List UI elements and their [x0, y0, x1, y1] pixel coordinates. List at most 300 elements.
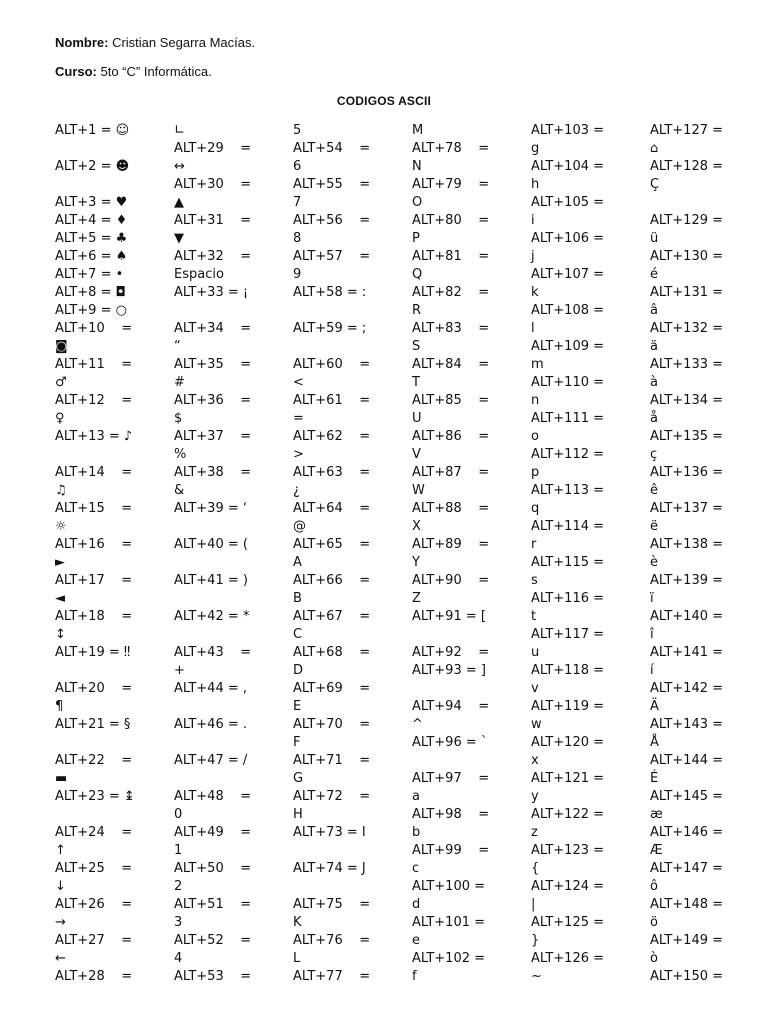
ascii-entry-line: { — [531, 861, 540, 876]
ascii-entry-line: ALT+77 = — [293, 969, 371, 984]
ascii-entry-line: P — [412, 231, 420, 246]
ascii-entry-line: v — [531, 681, 539, 696]
ascii-entry-line: ALT+120 = — [531, 735, 605, 750]
ascii-column-5 — [531, 122, 643, 986]
ascii-entry-line: ALT+149 = — [650, 933, 724, 948]
ascii-entry-line: # — [174, 375, 185, 390]
ascii-entry-line: ¿ — [293, 483, 300, 498]
ascii-entry-line: ↓ — [55, 879, 66, 894]
ascii-entry-line: ALT+144 = — [650, 753, 724, 768]
ascii-entry-line: i — [531, 213, 535, 228]
ascii-entry-line: æ — [650, 807, 663, 822]
ascii-entry-line: ALT+52 = — [174, 933, 252, 948]
ascii-entry-line: ← — [55, 951, 66, 966]
ascii-entry-line: ALT+58 = : — [293, 285, 367, 300]
ascii-entry-line: ALT+142 = — [650, 681, 724, 696]
ascii-entry-line: ALT+112 = — [531, 447, 605, 462]
ascii-entry-line: ALT+98 = — [412, 807, 490, 822]
ascii-entry-line: D — [293, 663, 304, 678]
ascii-entry-line: G — [293, 771, 304, 786]
ascii-entry-line: ALT+10 = — [55, 321, 133, 336]
line-gap — [174, 302, 286, 320]
ascii-entry-line: ALT+109 = — [531, 339, 605, 354]
ascii-column-2 — [174, 122, 286, 986]
ascii-entry-line: ALT+121 = — [531, 771, 605, 786]
ascii-entry-line: ALT+9 = ○ — [55, 303, 127, 318]
ascii-entry-line: s — [531, 573, 538, 588]
ascii-entry-line: ALT+147 = — [650, 861, 724, 876]
ascii-entry-line: ALT+2 = ☻ — [55, 159, 130, 174]
ascii-entry-line: é — [650, 267, 658, 282]
ascii-entry-line: ALT+146 = — [650, 825, 724, 840]
ascii-entry-line: ALT+110 = — [531, 375, 605, 390]
ascii-entry-line: ALT+81 = — [412, 249, 490, 264]
ascii-entry-line: ALT+11 = — [55, 357, 133, 372]
ascii-entry-line: ALT+5 = ♣ — [55, 231, 128, 246]
ascii-entry-line: ALT+44 = , — [174, 681, 248, 696]
ascii-entry-line: ♀ — [55, 411, 65, 426]
line-gap — [55, 446, 167, 464]
ascii-entry-line: ALT+137 = — [650, 501, 724, 516]
ascii-entry-line: ♂ — [55, 375, 67, 390]
document-title: CODIGOS ASCII — [336, 94, 432, 108]
ascii-entry-line: ALT+28 = — [55, 969, 133, 984]
ascii-entry-line: M — [412, 123, 424, 138]
ascii-entry-line: ALT+46 = . — [174, 717, 248, 732]
ascii-entry-line: ALT+130 = — [650, 249, 724, 264]
ascii-entry-line: ↕ — [55, 627, 66, 642]
ascii-entry-line: @ — [293, 519, 306, 534]
ascii-entry-line: ALT+102 = — [412, 951, 486, 966]
ascii-entry-line: ALT+106 = — [531, 231, 605, 246]
ascii-entry-line: ALT+92 = — [412, 645, 490, 660]
line-gap — [174, 770, 286, 788]
ascii-entry-line: ALT+122 = — [531, 807, 605, 822]
ascii-entry-line: ◄ — [55, 591, 65, 606]
ascii-entry-line: ALT+99 = — [412, 843, 490, 858]
ascii-entry-line: ALT+6 = ♠ — [55, 249, 128, 264]
ascii-entry-line: ALT+94 = — [412, 699, 490, 714]
ascii-entry-line: ALT+15 = — [55, 501, 133, 516]
ascii-entry-line: + — [174, 663, 185, 678]
ascii-entry-line: ALT+100 = — [412, 879, 486, 894]
ascii-entry-line: ALT+73 = I — [293, 825, 366, 840]
ascii-entry-line: n — [531, 393, 540, 408]
ascii-entry-line: ALT+118 = — [531, 663, 605, 678]
ascii-entry-line: ò — [650, 951, 658, 966]
ascii-entry-line: ALT+145 = — [650, 789, 724, 804]
ascii-entry-line: l — [531, 321, 535, 336]
ascii-entry-line: % — [174, 447, 187, 462]
ascii-entry-line: h — [531, 177, 540, 192]
ascii-entry-line: ⌂ — [650, 141, 659, 156]
ascii-entry-line: ▼ — [174, 231, 184, 246]
ascii-entry-line: ALT+62 = — [293, 429, 371, 444]
line-gap — [412, 752, 524, 770]
ascii-entry-line: ALT+82 = — [412, 285, 490, 300]
ascii-entry-line: ◙ — [55, 339, 68, 354]
ascii-entry-line: ALT+61 = — [293, 393, 371, 408]
ascii-entry-line: ALT+80 = — [412, 213, 490, 228]
ascii-entry-line: ALT+84 = — [412, 357, 490, 372]
ascii-entry-line: z — [531, 825, 538, 840]
ascii-entry-line: ALT+85 = — [412, 393, 490, 408]
ascii-entry-line: í — [650, 663, 654, 678]
ascii-entry-line: ^ — [412, 717, 423, 732]
ascii-entry-line: ► — [55, 555, 65, 570]
ascii-entry-line: ALT+71 = — [293, 753, 371, 768]
ascii-entry-line: ALT+91 = [ — [412, 609, 486, 624]
ascii-entry-line: u — [531, 645, 540, 660]
ascii-entry-line: ALT+1 = ☺ — [55, 123, 130, 138]
ascii-entry-line: ALT+57 = — [293, 249, 371, 264]
ascii-entry-line: Æ — [650, 843, 663, 858]
line-gap — [174, 734, 286, 752]
line-gap — [55, 806, 167, 824]
ascii-entry-line: ALT+40 = ( — [174, 537, 248, 552]
ascii-entry-line: ALT+88 = — [412, 501, 490, 516]
ascii-entry-line: ALT+12 = — [55, 393, 133, 408]
ascii-entry-line: ALT+22 = — [55, 753, 133, 768]
nombre-label: Nombre: — [55, 35, 109, 50]
ascii-entry-line: ALT+115 = — [531, 555, 605, 570]
ascii-entry-line: î — [650, 627, 654, 642]
ascii-entry-line: ALT+27 = — [55, 933, 133, 948]
ascii-entry-line: ALT+136 = — [650, 465, 724, 480]
ascii-entry-line: g — [531, 141, 540, 156]
ascii-entry-line: ALT+103 = — [531, 123, 605, 138]
line-gap — [650, 194, 762, 212]
ascii-entry-line: ALT+97 = — [412, 771, 490, 786]
ascii-entry-line: ALT+53 = — [174, 969, 252, 984]
ascii-entry-line: b — [412, 825, 421, 840]
ascii-entry-line: “ — [174, 339, 181, 354]
nombre-value: Cristian Segarra Macías. — [108, 35, 256, 50]
line-gap — [293, 842, 405, 860]
ascii-entry-line: ALT+119 = — [531, 699, 605, 714]
ascii-entry-line: ALT+65 = — [293, 537, 371, 552]
ascii-entry-line: ALT+133 = — [650, 357, 724, 372]
ascii-entry-line: ALT+67 = — [293, 609, 371, 624]
ascii-entry-line: ALT+36 = — [174, 393, 252, 408]
ascii-entry-line: H — [293, 807, 303, 822]
ascii-entry-line: É — [650, 771, 659, 786]
ascii-entry-line: ALT+34 = — [174, 321, 252, 336]
ascii-entry-line: o — [531, 429, 539, 444]
ascii-entry-line: ALT+48 = — [174, 789, 252, 804]
ascii-entry-line: ALT+75 = — [293, 897, 371, 912]
ascii-entry-line: ALT+4 = ♦ — [55, 213, 128, 228]
ascii-entry-line: ALT+54 = — [293, 141, 371, 156]
ascii-entry-line: ALT+63 = — [293, 465, 371, 480]
ascii-entry-line: > — [293, 447, 304, 462]
ascii-entry-line: ALT+21 = § — [55, 717, 131, 732]
ascii-entry-line: ALT+31 = — [174, 213, 252, 228]
line-gap — [174, 554, 286, 572]
ascii-entry-line: 4 — [174, 951, 183, 966]
ascii-entry-line: ▲ — [174, 195, 184, 210]
ascii-entry-line: 7 — [293, 195, 302, 210]
ascii-entry-line: ä — [650, 339, 658, 354]
ascii-entry-line: r — [531, 537, 537, 552]
line-gap — [174, 518, 286, 536]
ascii-entry-line: w — [531, 717, 542, 732]
ascii-entry-line: B — [293, 591, 302, 606]
ascii-entry-line: e — [412, 933, 420, 948]
ascii-entry-line: ALT+148 = — [650, 897, 724, 912]
ascii-entry-line: ALT+93 = ] — [412, 663, 486, 678]
ascii-entry-line: ALT+47 = / — [174, 753, 248, 768]
ascii-entry-line: å — [650, 411, 658, 426]
ascii-entry-line: ALT+150 = — [650, 969, 724, 984]
ascii-entry-line: ALT+141 = — [650, 645, 724, 660]
ascii-entry-line: ALT+76 = — [293, 933, 371, 948]
ascii-entry-line: ALT+116 = — [531, 591, 605, 606]
ascii-entry-line: ALT+43 = — [174, 645, 252, 660]
ascii-entry-line: ALT+51 = — [174, 897, 252, 912]
ascii-entry-line: ë — [650, 519, 658, 534]
ascii-entry-line: ALT+114 = — [531, 519, 605, 534]
ascii-entry-line: S — [412, 339, 421, 354]
ascii-entry-line: p — [531, 465, 540, 480]
ascii-entry-line: ï — [650, 591, 654, 606]
ascii-entry-line: ALT+8 = ◘ — [55, 285, 126, 300]
ascii-entry-line: ALT+131 = — [650, 285, 724, 300]
ascii-entry-line: ALT+19 = ‼ — [55, 645, 131, 660]
ascii-entry-line: 9 — [293, 267, 302, 282]
ascii-entry-line: 0 — [174, 807, 183, 822]
ascii-entry-line: N — [412, 159, 422, 174]
ascii-entry-line: E — [293, 699, 302, 714]
ascii-entry-line: k — [531, 285, 539, 300]
ascii-entry-line: ALT+69 = — [293, 681, 371, 696]
ascii-entry-line: ALT+140 = — [650, 609, 724, 624]
ascii-entry-line: ¶ — [55, 699, 64, 714]
line-gap — [55, 662, 167, 680]
ascii-entry-line: q — [531, 501, 540, 516]
ascii-entry-line: 8 — [293, 231, 302, 246]
ascii-entry-line: ▬ — [55, 771, 68, 786]
ascii-entry-line: 1 — [174, 843, 183, 858]
ascii-entry-line: ☼ — [55, 519, 67, 534]
ascii-entry-line: ↑ — [55, 843, 66, 858]
ascii-entry-line: ALT+87 = — [412, 465, 490, 480]
line-gap — [293, 302, 405, 320]
ascii-entry-line: Ä — [650, 699, 659, 714]
ascii-entry-line: c — [412, 861, 420, 876]
ascii-entry-line: X — [412, 519, 421, 534]
line-gap — [55, 140, 167, 158]
ascii-entry-line: ALT+138 = — [650, 537, 724, 552]
ascii-entry-line: y — [531, 789, 539, 804]
ascii-entry-line: ALT+64 = — [293, 501, 371, 516]
ascii-entry-line: è — [650, 555, 658, 570]
ascii-entry-line: ALT+68 = — [293, 645, 371, 660]
ascii-entry-line: ALT+124 = — [531, 879, 605, 894]
ascii-entry-line: t — [531, 609, 537, 624]
ascii-entry-line: ü — [650, 231, 659, 246]
ascii-entry-line: d — [412, 897, 421, 912]
ascii-entry-line: U — [412, 411, 422, 426]
ascii-entry-line: ô — [650, 879, 658, 894]
ascii-entry-line: ALT+72 = — [293, 789, 371, 804]
nombre-line — [55, 35, 255, 50]
line-gap — [55, 734, 167, 752]
ascii-entry-line: C — [293, 627, 303, 642]
ascii-entry-line: ALT+56 = — [293, 213, 371, 228]
ascii-entry-line: ALT+78 = — [412, 141, 490, 156]
ascii-entry-line: ê — [650, 483, 658, 498]
line-gap — [174, 626, 286, 644]
ascii-entry-line: ALT+104 = — [531, 159, 605, 174]
ascii-entry-line: T — [412, 375, 420, 390]
ascii-entry-line: Z — [412, 591, 421, 606]
ascii-entry-line: ALT+86 = — [412, 429, 490, 444]
ascii-entry-line: ALT+29 = — [174, 141, 252, 156]
ascii-entry-line: ALT+38 = — [174, 465, 252, 480]
ascii-entry-line: ALT+143 = — [650, 717, 724, 732]
ascii-entry-line: m — [531, 357, 544, 372]
ascii-entry-line: ALT+25 = — [55, 861, 133, 876]
ascii-entry-line: ALT+74 = J — [293, 861, 366, 876]
ascii-entry-line: ç — [650, 447, 658, 462]
ascii-entry-line: à — [650, 375, 658, 390]
ascii-entry-line: ALT+113 = — [531, 483, 605, 498]
ascii-entry-line: ALT+37 = — [174, 429, 252, 444]
ascii-entry-line: â — [650, 303, 658, 318]
ascii-entry-line: ALT+7 = • — [55, 267, 124, 282]
ascii-entry-line: ALT+14 = — [55, 465, 133, 480]
line-gap — [412, 626, 524, 644]
ascii-entry-line: f — [412, 969, 417, 984]
line-gap — [174, 590, 286, 608]
ascii-entry-line: ALT+33 = ¡ — [174, 285, 249, 300]
ascii-entry-line: Y — [412, 555, 420, 570]
ascii-entry-line: ALT+125 = — [531, 915, 605, 930]
ascii-entry-line: ALT+41 = ) — [174, 573, 248, 588]
ascii-entry-line: ALT+30 = — [174, 177, 252, 192]
ascii-entry-line: ALT+89 = — [412, 537, 490, 552]
ascii-entry-line: ALT+42 = * — [174, 609, 250, 624]
curso-value: 5to “C” Informática. — [96, 64, 212, 79]
ascii-entry-line: x — [531, 753, 539, 768]
ascii-entry-line: O — [412, 195, 423, 210]
ascii-entry-line: ALT+96 = ` — [412, 735, 488, 750]
ascii-entry-line: ALT+24 = — [55, 825, 133, 840]
ascii-entry-line: ALT+55 = — [293, 177, 371, 192]
ascii-entry-line: ALT+128 = — [650, 159, 724, 174]
ascii-entry-line: ALT+123 = — [531, 843, 605, 858]
ascii-column-6 — [650, 122, 762, 986]
line-gap — [55, 176, 167, 194]
ascii-entry-line: | — [531, 897, 536, 912]
ascii-entry-line: ALT+107 = — [531, 267, 605, 282]
ascii-entry-line: ALT+129 = — [650, 213, 724, 228]
ascii-entry-line: ALT+49 = — [174, 825, 252, 840]
ascii-entry-line: a — [412, 789, 420, 804]
ascii-entry-line: ALT+59 = ; — [293, 321, 367, 336]
ascii-entry-line: < — [293, 375, 304, 390]
ascii-entry-line: Ç — [650, 177, 660, 192]
ascii-entry-line: j — [531, 249, 535, 264]
ascii-column-3 — [293, 122, 405, 986]
ascii-entry-line: ALT+26 = — [55, 897, 133, 912]
ascii-entry-line: ALT+79 = — [412, 177, 490, 192]
ascii-entry-line: → — [55, 915, 66, 930]
ascii-entry-line: ALT+60 = — [293, 357, 371, 372]
line-gap — [412, 680, 524, 698]
ascii-entry-line: ALT+83 = — [412, 321, 490, 336]
ascii-entry-line: ALT+126 = — [531, 951, 605, 966]
ascii-entry-line: ö — [650, 915, 658, 930]
ascii-entry-line: ALT+39 = ‘ — [174, 501, 248, 516]
ascii-entry-line: K — [293, 915, 302, 930]
ascii-entry-line: 5 — [293, 123, 302, 138]
ascii-entry-line: ~ — [531, 969, 542, 984]
line-gap — [174, 698, 286, 716]
ascii-entry-line: 6 — [293, 159, 302, 174]
ascii-entry-line: ↔ — [174, 159, 185, 174]
ascii-entry-line: V — [412, 447, 421, 462]
line-gap — [293, 878, 405, 896]
ascii-entry-line: ALT+32 = — [174, 249, 252, 264]
ascii-entry-line: Q — [412, 267, 423, 282]
ascii-entry-line: = — [293, 411, 304, 426]
ascii-entry-line: W — [412, 483, 425, 498]
ascii-entry-line: & — [174, 483, 185, 498]
ascii-entry-line: ALT+13 = ♪ — [55, 429, 133, 444]
ascii-entry-line: ALT+127 = — [650, 123, 724, 138]
ascii-entry-line: ALT+66 = — [293, 573, 371, 588]
ascii-entry-line: ∟ — [174, 123, 185, 138]
ascii-entry-line: ALT+20 = — [55, 681, 133, 696]
ascii-entry-line: R — [412, 303, 422, 318]
ascii-entry-line: ALT+139 = — [650, 573, 724, 588]
ascii-entry-line: Å — [650, 735, 659, 750]
ascii-entry-line: ALT+23 = ↨ — [55, 789, 135, 804]
ascii-entry-line: F — [293, 735, 301, 750]
ascii-entry-line: ALT+105 = — [531, 195, 605, 210]
curso-label: Curso: — [55, 64, 97, 79]
ascii-entry-line: 3 — [174, 915, 183, 930]
ascii-entry-line: A — [293, 555, 302, 570]
ascii-entry-line: ♫ — [55, 483, 67, 498]
ascii-column-1 — [55, 122, 167, 986]
ascii-column-4 — [412, 122, 524, 986]
ascii-entry-line: L — [293, 951, 301, 966]
curso-line — [55, 64, 212, 79]
ascii-entry-line: ALT+90 = — [412, 573, 490, 588]
ascii-entry-line: ALT+35 = — [174, 357, 252, 372]
ascii-entry-line: ALT+134 = — [650, 393, 724, 408]
ascii-entry-line: ALT+16 = — [55, 537, 133, 552]
ascii-entry-line: $ — [174, 411, 183, 426]
ascii-entry-line: 2 — [174, 879, 183, 894]
ascii-entry-line: ALT+17 = — [55, 573, 133, 588]
ascii-entry-line: Espacio — [174, 267, 224, 282]
line-gap — [293, 338, 405, 356]
ascii-entry-line: ALT+3 = ♥ — [55, 195, 128, 210]
ascii-entry-line: ALT+135 = — [650, 429, 724, 444]
ascii-entry-line: ALT+111 = — [531, 411, 605, 426]
ascii-entry-line: ALT+101 = — [412, 915, 486, 930]
ascii-entry-line: ALT+70 = — [293, 717, 371, 732]
ascii-entry-line: ALT+18 = — [55, 609, 133, 624]
ascii-entry-line: ALT+108 = — [531, 303, 605, 318]
ascii-entry-line: } — [531, 933, 540, 948]
ascii-entry-line: ALT+132 = — [650, 321, 724, 336]
ascii-entry-line: ALT+50 = — [174, 861, 252, 876]
